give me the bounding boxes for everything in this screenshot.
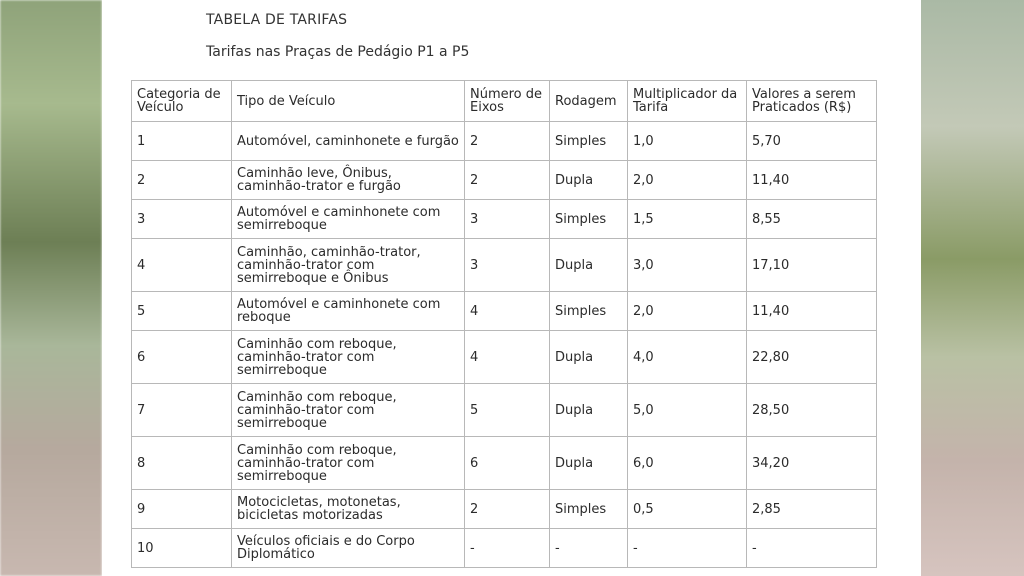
cell-eixos: 2 [465, 122, 550, 161]
cell-categoria: 9 [132, 490, 232, 529]
cell-valor: 2,85 [747, 490, 877, 529]
cell-rodagem: Simples [550, 490, 628, 529]
cell-multiplicador: 1,0 [628, 122, 747, 161]
cell-valor: 8,55 [747, 200, 877, 239]
table-row [132, 437, 877, 490]
tariff-table [131, 80, 877, 568]
cell-rodagem: Dupla [550, 161, 628, 200]
cell-eixos: - [465, 529, 550, 568]
background-left-blur [0, 0, 102, 576]
cell-rodagem: Dupla [550, 384, 628, 437]
cell-valor: 28,50 [747, 384, 877, 437]
table-row [132, 239, 877, 292]
table-row [132, 490, 877, 529]
background-right-blur [921, 0, 1024, 576]
cell-categoria: 4 [132, 239, 232, 292]
cell-valor: 11,40 [747, 292, 877, 331]
cell-multiplicador: 0,5 [628, 490, 747, 529]
cell-valor: - [747, 529, 877, 568]
table-row [132, 161, 877, 200]
cell-valor: 11,40 [747, 161, 877, 200]
table-header-row [132, 81, 877, 122]
cell-categoria: 8 [132, 437, 232, 490]
cell-multiplicador: 3,0 [628, 239, 747, 292]
cell-tipo: Caminhão com reboque, caminhão-trator com semirreboque [232, 384, 465, 437]
cell-tipo: Veículos oficiais e do Corpo Diplomático [232, 529, 465, 568]
cell-eixos: 4 [465, 292, 550, 331]
header-rodagem: Rodagem [550, 81, 628, 122]
cell-rodagem: Simples [550, 122, 628, 161]
cell-valor: 34,20 [747, 437, 877, 490]
table-row [132, 122, 877, 161]
cell-tipo: Automóvel, caminhonete e furgão [232, 122, 465, 161]
cell-tipo: Automóvel e caminhonete com reboque [232, 292, 465, 331]
cell-multiplicador: 1,5 [628, 200, 747, 239]
cell-tipo: Caminhão com reboque, caminhão-trator com semirreboque [232, 437, 465, 490]
table-row [132, 529, 877, 568]
cell-eixos: 6 [465, 437, 550, 490]
cell-rodagem: Simples [550, 200, 628, 239]
cell-tipo: Caminhão, caminhão-trator, caminhão-trator com semirreboque e Ônibus [232, 239, 465, 292]
cell-tipo: Caminhão com reboque, caminhão-trator com semirreboque [232, 331, 465, 384]
cell-valor: 5,70 [747, 122, 877, 161]
cell-valor: 17,10 [747, 239, 877, 292]
cell-categoria: 5 [132, 292, 232, 331]
cell-eixos: 3 [465, 239, 550, 292]
table-row [132, 384, 877, 437]
cell-rodagem: Dupla [550, 331, 628, 384]
cell-multiplicador: 4,0 [628, 331, 747, 384]
cell-rodagem: Dupla [550, 239, 628, 292]
cell-categoria: 10 [132, 529, 232, 568]
header-categoria: Categoria de Veículo [132, 81, 232, 122]
cell-eixos: 2 [465, 161, 550, 200]
cell-multiplicador: 2,0 [628, 161, 747, 200]
cell-rodagem: Simples [550, 292, 628, 331]
cell-tipo: Motocicletas, motonetas, bicicletas motorizadas [232, 490, 465, 529]
cell-multiplicador: 5,0 [628, 384, 747, 437]
header-tipo: Tipo de Veículo [232, 81, 465, 122]
table-row [132, 331, 877, 384]
cell-categoria: 6 [132, 331, 232, 384]
table-row [132, 200, 877, 239]
header-valores: Valores a serem Praticados (R$) [747, 81, 877, 122]
table-row [132, 292, 877, 331]
cell-valor: 22,80 [747, 331, 877, 384]
cell-tipo: Automóvel e caminhonete com semirreboque [232, 200, 465, 239]
cell-multiplicador: 6,0 [628, 437, 747, 490]
cell-categoria: 1 [132, 122, 232, 161]
cell-rodagem: Dupla [550, 437, 628, 490]
cell-eixos: 2 [465, 490, 550, 529]
cell-categoria: 2 [132, 161, 232, 200]
cell-categoria: 7 [132, 384, 232, 437]
cell-eixos: 3 [465, 200, 550, 239]
cell-eixos: 5 [465, 384, 550, 437]
cell-rodagem: - [550, 529, 628, 568]
cell-multiplicador: 2,0 [628, 292, 747, 331]
cell-tipo: Caminhão leve, Ônibus, caminhão-trator e furgão [232, 161, 465, 200]
cell-multiplicador: - [628, 529, 747, 568]
page-title: TABELA DE TARIFAS [206, 12, 348, 28]
cell-eixos: 4 [465, 331, 550, 384]
header-multiplicador: Multiplicador da Tarifa [628, 81, 747, 122]
cell-categoria: 3 [132, 200, 232, 239]
header-eixos: Número de Eixos [465, 81, 550, 122]
page-subtitle: Tarifas nas Praças de Pedágio P1 a P5 [206, 44, 470, 60]
